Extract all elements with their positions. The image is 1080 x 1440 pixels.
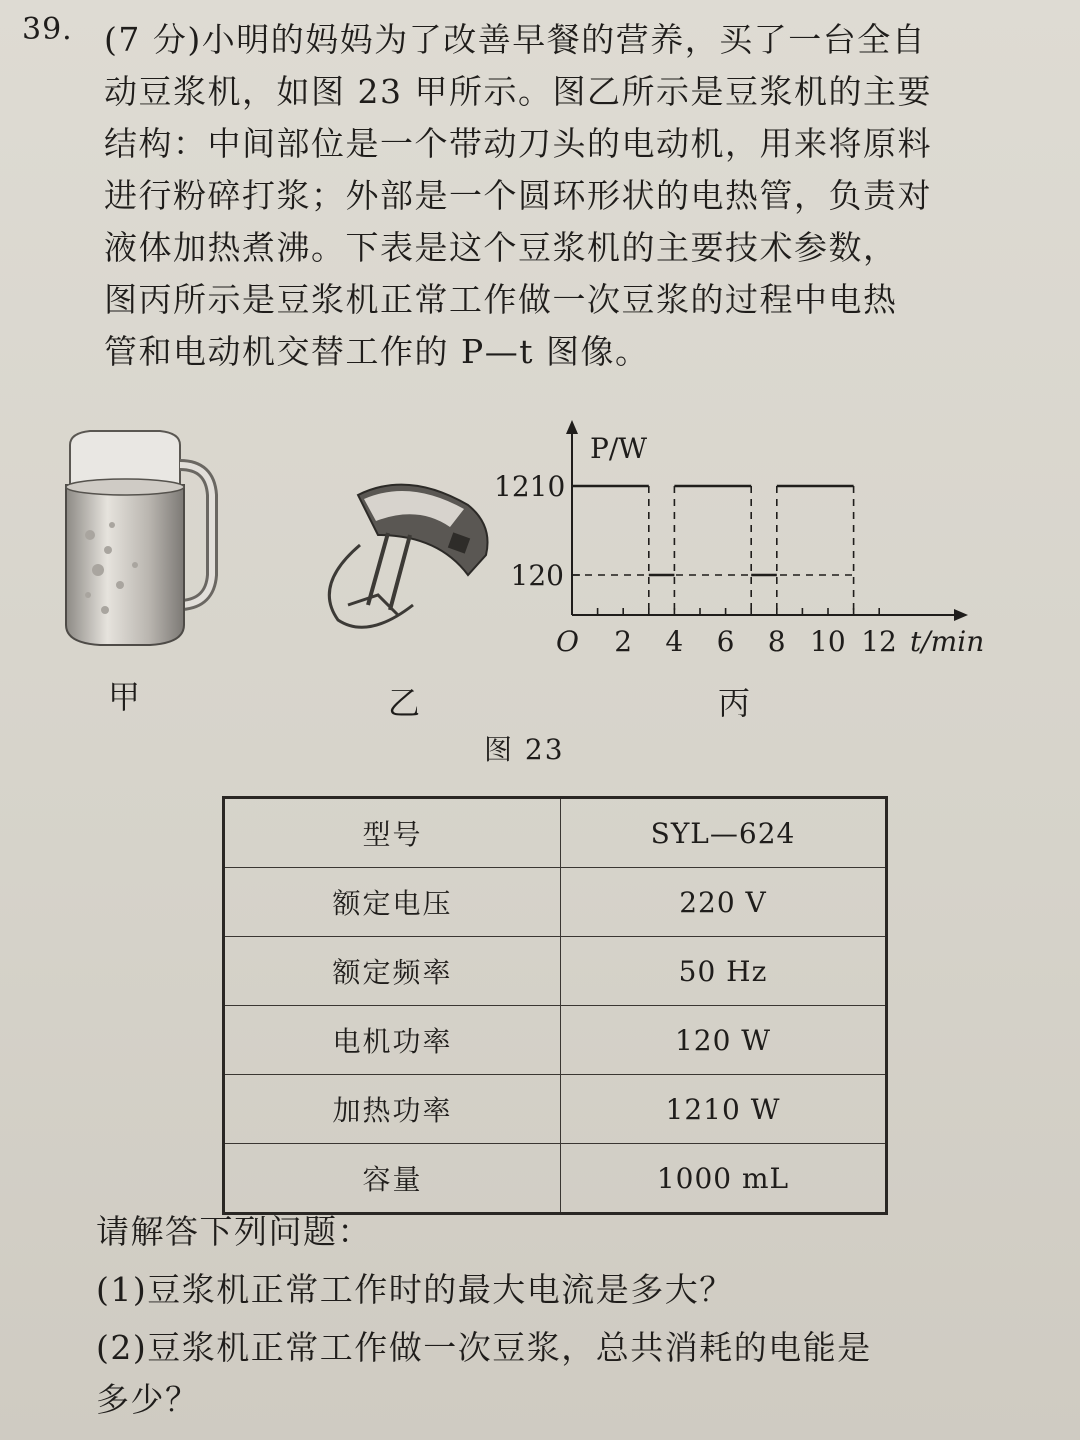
statement-line: (7 分)小明的妈妈为了改善早餐的营养，买了一台全自 <box>104 20 927 59</box>
param-key: 容量 <box>224 1144 561 1214</box>
statement-line: 结构：中间部位是一个带动刀头的电动机，用来将原料 <box>104 124 932 163</box>
figure-label-b: 乙 <box>388 684 421 722</box>
question-intro: 请解答下列问题： <box>96 1212 372 1251</box>
table-row <box>224 868 887 937</box>
param-key: 电机功率 <box>224 1006 561 1075</box>
table-row <box>224 1144 887 1214</box>
statement-line: 管和电动机交替工作的 P—t 图像。 <box>104 332 650 371</box>
figure-caption: 图 23 <box>484 733 565 766</box>
x-tick-label: 4 <box>665 625 684 658</box>
param-key: 额定电压 <box>224 868 561 937</box>
table-row <box>224 1075 887 1144</box>
param-key: 加热功率 <box>224 1075 561 1144</box>
soymilk-maker-illustration <box>50 425 230 655</box>
problem-number: 39. <box>22 12 73 47</box>
power-time-chart <box>490 410 1010 680</box>
x-tick-label: 12 <box>861 625 897 658</box>
table-row <box>224 798 887 868</box>
param-value: 50 Hz <box>561 937 887 1006</box>
y-tick-label: 120 <box>510 559 564 592</box>
problem-statement <box>104 14 1024 378</box>
question-1: (1)豆浆机正常工作时的最大电流是多大？ <box>96 1270 734 1309</box>
x-axis-label: t/min <box>910 625 985 658</box>
motor-blade-illustration <box>318 465 498 645</box>
figure-label-a: 甲 <box>108 678 141 716</box>
origin-label: O <box>556 625 579 658</box>
x-tick-label: 6 <box>716 625 735 658</box>
param-key: 型号 <box>224 798 561 868</box>
statement-line: 液体加热煮沸。下表是这个豆浆机的主要技术参数， <box>104 228 898 267</box>
param-key: 额定频率 <box>224 937 561 1006</box>
question-2-line-2: 多少？ <box>96 1380 200 1419</box>
table-row <box>224 937 887 1006</box>
param-value: 120 W <box>561 1006 887 1075</box>
question-2-line-1: (2)豆浆机正常工作做一次豆浆，总共消耗的电能是 <box>96 1328 872 1367</box>
param-value: SYL—624 <box>561 798 887 868</box>
parameter-table <box>222 796 888 1215</box>
param-value: 1210 W <box>561 1075 887 1144</box>
x-tick-label: 8 <box>767 625 786 658</box>
y-tick-label: 1210 <box>494 470 566 503</box>
figure-label-c: 丙 <box>718 684 751 722</box>
x-axis-arrow <box>954 609 968 621</box>
figure-23 <box>0 410 1080 770</box>
y-axis-label: P/W <box>590 432 648 465</box>
x-tick-label: 2 <box>614 625 633 658</box>
y-axis-arrow <box>566 420 578 434</box>
statement-line: 图丙所示是豆浆机正常工作做一次豆浆的过程中电热 <box>104 280 898 319</box>
param-value: 220 V <box>561 868 887 937</box>
param-value: 1000 mL <box>561 1144 887 1214</box>
table-row <box>224 1006 887 1075</box>
statement-line: 动豆浆机，如图 23 甲所示。图乙所示是豆浆机的主要 <box>104 72 932 111</box>
statement-line: 进行粉碎打浆；外部是一个圆环形状的电热管，负责对 <box>104 176 932 215</box>
x-tick-label: 10 <box>810 625 846 658</box>
